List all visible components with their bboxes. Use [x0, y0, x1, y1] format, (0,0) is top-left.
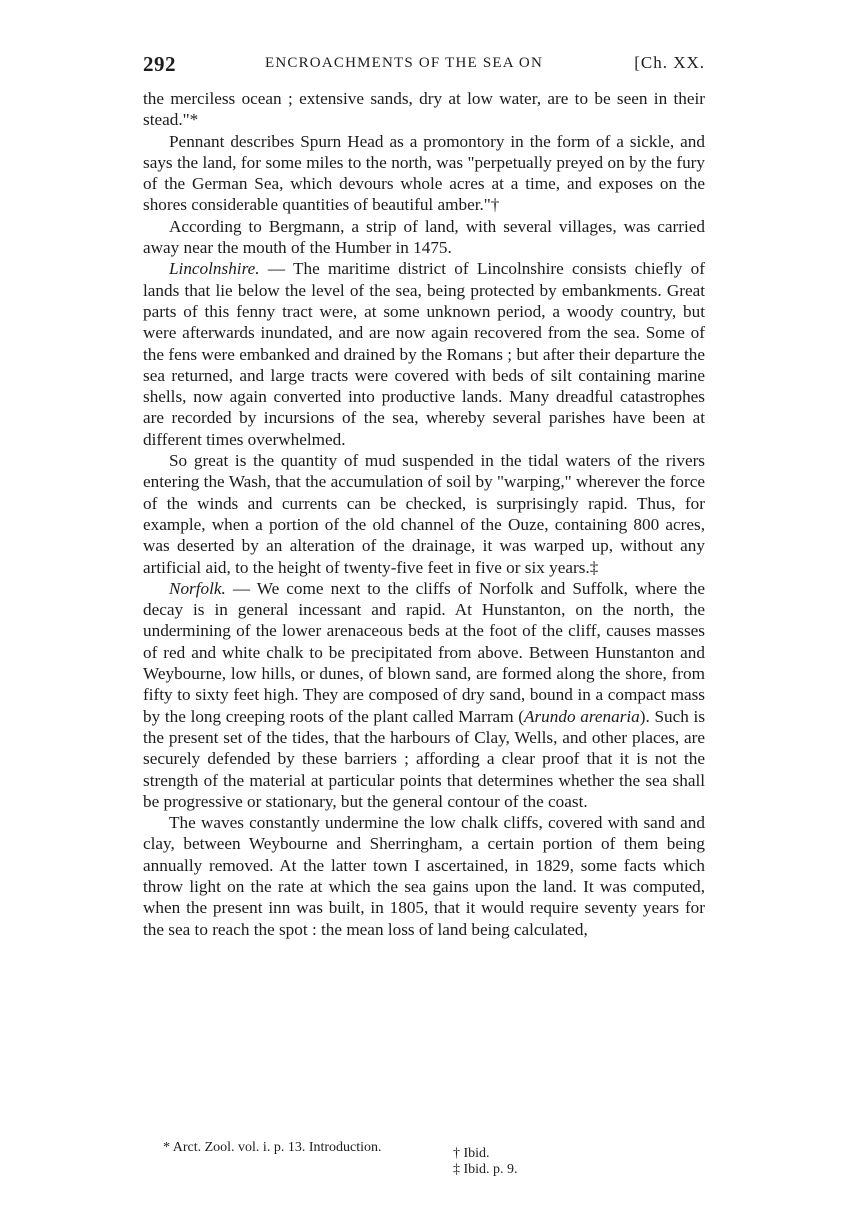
- running-head: [143, 48, 705, 78]
- paragraph-text: Pennant describes Spurn Head as a promontory in the form of a sickle, and says the land, for some miles to the north, was "perpetually preyed on by the fury of the German Sea, which devours whole acres at a time, and exposes on the shores considerable quantities of beautiful amber."†: [143, 131, 705, 215]
- body-text: [143, 88, 705, 940]
- paragraph: [143, 131, 705, 216]
- paragraph-text: So great is the quantity of mud suspended in the tidal waters of the rivers entering the Wash, that the accumulation of soil by "warping," wherever the force of the winds and currents can be checked, is surprisingly rapid. Thus, for example, when a portion of the old channel of the Ouze, containing 800 acres, was deserted by an alteration of the drainage, it was warped up, without any artificial aid, to the height of twenty-five feet in five or six years.‡: [143, 451, 705, 577]
- section-lead-lincolnshire: Lincolnshire.: [169, 259, 260, 279]
- page-number: 292: [143, 52, 176, 76]
- paragraph-text: According to Bergmann, a strip of land, with several villages, was carried away near the mouth of the Humber in 1475.: [143, 216, 705, 258]
- section-lead-norfolk: Norfolk.: [169, 578, 226, 598]
- paragraph-text-continued: ). Such is the present set of the tides, that the harbours of Clay, Wells, and other places, are securely defended by these barriers ; affording a clear proof that it is not the strength of the material at particular points that determines whether the sea shall be progressive or stationary, but the general contour of the coast.: [143, 706, 706, 811]
- paragraph: [143, 216, 705, 259]
- footnote-ibid-group: [453, 1146, 593, 1178]
- footnote-ibid: † Ibid.: [453, 1146, 490, 1161]
- footnote-ibid-p9: ‡ Ibid. p. 9.: [453, 1162, 518, 1177]
- paragraph: [143, 450, 705, 578]
- book-page: [143, 48, 705, 940]
- paragraph-text: — We come next to the cliffs of Norfolk and Suffolk, where the decay is in general incessant and rapid. At Hunstanton, on the north, the undermining of the lower arenaceous beds at the foot of the cliff, causes masses of red and white chalk to be precipitated from above. Between Hunstanton and Weybourne, low hills, or dunes, of blown sand, are formed along the shore, from fifty to sixty feet high. They are composed of dry sand, bound in a compact mass by the long creeping roots of the plant called Marram (: [143, 578, 705, 726]
- paragraph: [143, 258, 705, 450]
- paragraph-text: — The maritime district of Lincolnshire consists chiefly of lands that lie below the level of the sea, being protected by embankments. Great parts of this fenny tract were, at some unknown period, a woody country, but were afterwards inundated, and are now again recovered from the sea. Some of the fens were embanked and drained by the Romans ; but after their departure the sea returned, and large tracts were covered with beds of silt containing marine shells, now again converted into productive lands. Many dreadful catastrophes are recorded by incursions of the sea, whereby several parishes have been at different times overwhelmed.: [143, 259, 705, 449]
- paragraph-text: the merciless ocean ; extensive sands, dry at low water, are to be seen in their stead."*: [143, 89, 705, 130]
- running-title: ENCROACHMENTS OF THE SEA ON: [265, 55, 543, 71]
- italic-plant-name: Arundo arenaria: [523, 706, 640, 726]
- paragraph: [143, 812, 705, 940]
- paragraph: [143, 88, 705, 131]
- footnote-arct-zool: * Arct. Zool. vol. i. p. 13. Introduction.: [163, 1140, 382, 1155]
- paragraph-text: The waves constantly undermine the low chalk cliffs, covered with sand and clay, between Weybourne and Sherringham, a certain portion of them being annually removed. At the latter town I ascertained, in 1829, some facts which throw light on the rate at which the sea gains upon the land. It was computed, when the present inn was built, in 1805, that it would require seventy years for the sea to reach the spot : the mean loss of land being calculated,: [143, 813, 705, 939]
- paragraph: [143, 578, 705, 812]
- chapter-reference: [Ch. XX.: [634, 53, 705, 72]
